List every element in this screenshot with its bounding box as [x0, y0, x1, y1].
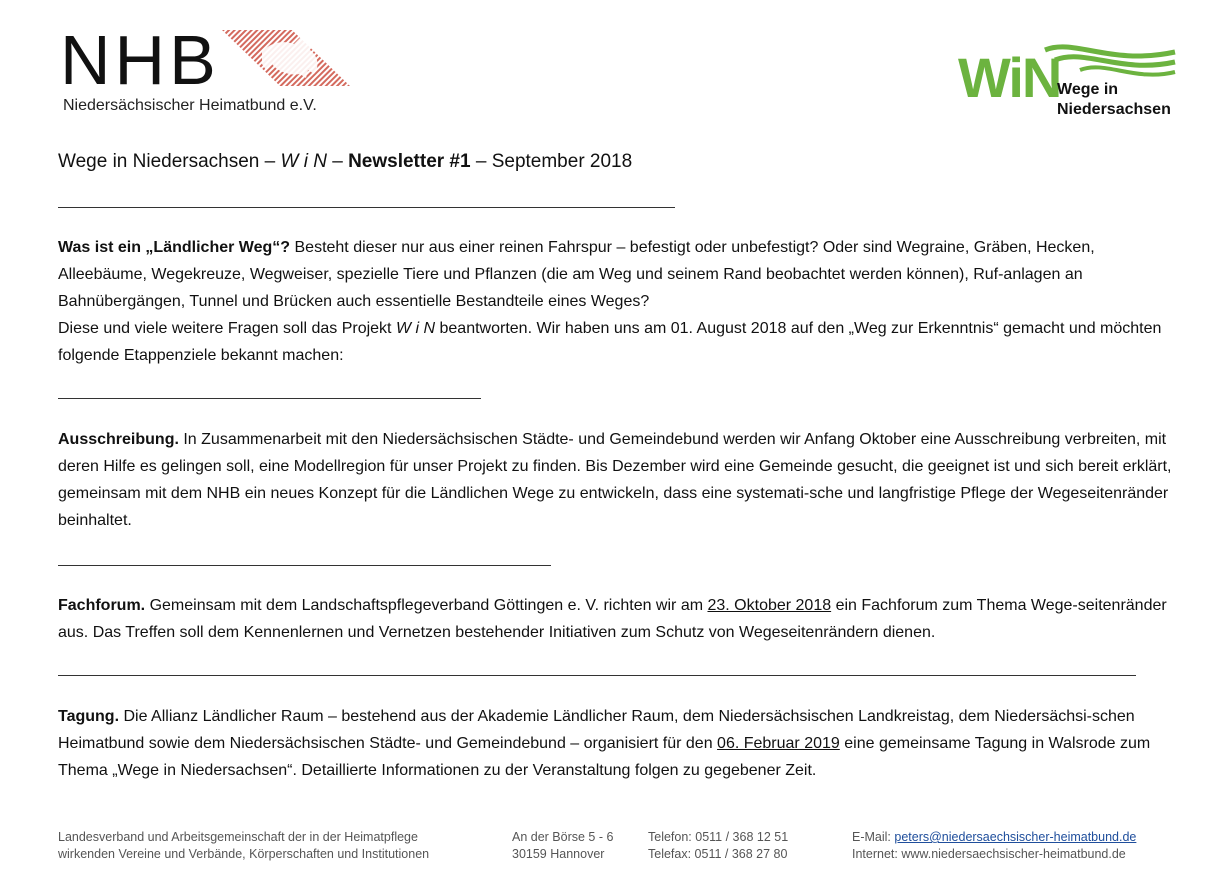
footer-phone-block — [648, 829, 788, 863]
title-part2: – — [326, 151, 349, 172]
win-subtitle-line1: Wege in — [1057, 81, 1119, 98]
intro-text2a: Diese und viele weitere Fragen soll das Projekt — [58, 320, 396, 337]
footer-address-line1: An der Börse 5 - 6 — [512, 830, 614, 844]
intro-text2b: beantworten. Wir haben uns am 01. August 2018 auf den „Weg zur Erkenntnis“ gemacht und möchten folgende Etappenziele bekannt machen: — [58, 320, 1162, 364]
win-logo-text: WiN — [958, 46, 1061, 109]
nhb-logo-text: NHB — [60, 21, 220, 99]
footer-org-line1: Landesverband und Arbeitsgemeinschaft der in der Heimatpflege — [58, 830, 418, 844]
tagung-text-b: eine gemeinsame Tagung in Walsrode zum Thema „Wege in Niedersachsen“. Detaillierte Informationen zu der Veranstaltung folgen zu gegebener Zeit. — [58, 735, 1151, 779]
footer-email-label: E-Mail: — [852, 830, 895, 844]
divider — [58, 675, 1136, 676]
fachforum-date: 23. Oktober 2018 — [707, 597, 832, 614]
title-part1: Wege in Niedersachsen – — [58, 151, 281, 172]
intro-heading: Was ist ein „Ländlicher Weg“? — [58, 239, 291, 256]
footer-address — [512, 829, 613, 863]
tagung-date: 06. Februar 2019 — [717, 735, 840, 752]
tagung-heading: Tagung. — [58, 708, 120, 725]
ausschreibung-text: In Zusammenarbeit mit den Niedersächsischen Städte- und Gemeindebund werden wir Anfang Oktober eine Ausschreibung verbreiten, mit deren Hilfe es gelingen soll, eine Modellregion für unser Projekt zu finden. Bis Dezember wird eine Gemeinde gesucht, die geeignet ist und sich bereit erklärt, gemeinsam mit dem NHB ein neues Konzept für die Ländlichen Wege zu entwickeln, dass eine systemati-sche und langfristige Pflege der Wegeseitenränder beinhaltet. — [58, 431, 1172, 529]
footer-org-line2: wirkenden Vereine und Verbände, Körperschaften und Institutionen — [58, 847, 430, 861]
win-logo-subtitle — [1057, 80, 1171, 120]
ausschreibung-heading: Ausschreibung. — [58, 431, 179, 448]
footer-organization — [58, 829, 429, 863]
intro-paragraph — [58, 234, 1178, 369]
fachforum-text-b: ein Fachforum zum Thema Wege-seitenränder aus. Das Treffen soll dem Kennenlernen und Vernetzen bestehender Initiativen zum Schutz von Wegeseitenrändern dienen. — [58, 597, 1167, 641]
footer-internet: Internet: www.niedersaechsischer-heimatbund.de — [852, 847, 1126, 861]
page-title — [58, 151, 632, 173]
tagung-paragraph — [58, 703, 1178, 784]
intro-text1: Besteht dieser nur aus einer reinen Fahrspur – befestigt oder unbefestigt? Oder sind Wegraine, Gräben, Hecken, Alleebäume, Wegekreuze, Wegweiser, spezielle Tiere und Pflanzen (die am Weg und seinem Rand beobachtet werden können), Ruf-anlagen an Bahnübergängen, Tunnel und Brücken auch essentielle Bestandteile eines Weges? — [58, 239, 1095, 310]
footer-address-line2: 30159 Hannover — [512, 847, 605, 861]
divider — [58, 398, 481, 399]
win-subtitle-line2: Niedersachsen — [1057, 101, 1171, 118]
fachforum-heading: Fachforum. — [58, 597, 146, 614]
tagung-text-a: Die Allianz Ländlicher Raum – bestehend aus der Akademie Ländlicher Raum, dem Niedersächsischen Landkreistag, dem Niedersächsi-schen Heimatbund sowie dem Niedersächsischen Städte- und Gemeindebund – organisiert für den — [58, 708, 1135, 752]
title-newsletter: Newsletter #1 — [348, 151, 471, 172]
footer-email-link[interactable]: peters@niedersaechsischer-heimatbund.de — [894, 830, 1137, 844]
divider — [58, 207, 675, 208]
footer-fax: Telefax: 0511 / 368 27 80 — [648, 847, 788, 861]
ausschreibung-paragraph — [58, 426, 1178, 534]
divider — [58, 565, 551, 566]
nhb-logo-subtitle: Niedersächsischer Heimatbund e.V. — [63, 97, 317, 114]
title-part4: – September 2018 — [470, 151, 633, 172]
fachforum-paragraph — [58, 592, 1178, 646]
horse-logo-icon — [222, 30, 352, 88]
footer-contact-block — [852, 829, 1136, 863]
footer-phone: Telefon: 0511 / 368 12 51 — [648, 830, 789, 844]
footer-email-row — [852, 829, 1136, 846]
title-win: W i N — [280, 151, 327, 172]
intro-win: W i N — [395, 320, 436, 337]
fachforum-text-a: Gemeinsam mit dem Landschaftspflegeverband Göttingen e. V. richten wir am — [145, 597, 708, 614]
